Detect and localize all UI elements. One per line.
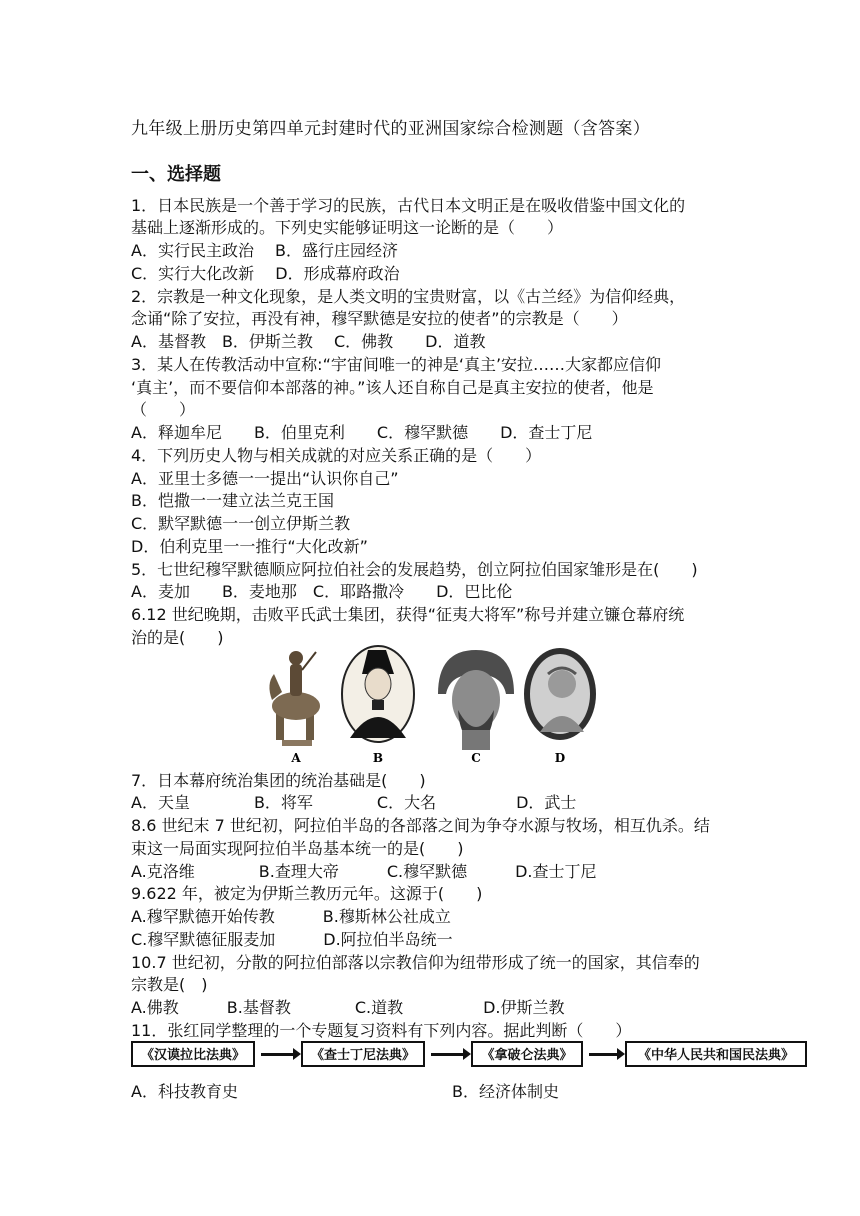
q4-stem: 4．下列历史人物与相关成就的对应关系正确的是（ ） [131, 446, 542, 465]
portrait-b-shogun [342, 646, 414, 742]
q9-options-ab: A.穆罕默德开始传教 B.穆斯林公社成立 [131, 907, 451, 926]
q3-options: A．释迦牟尼 B．伯里克利 C．穆罕默德 D．查士丁尼 [131, 423, 593, 442]
portrait-images [262, 644, 602, 766]
q2-stem-line-2: 念诵“除了安拉，再没有神，穆罕默德是安拉的使者”的宗教是（ ） [131, 309, 628, 328]
q3-stem-line-1: 3．某人在传教活动中宣称:“宇宙间唯一的神是‘真主’安拉……大家都应信仰 [131, 355, 662, 374]
q11-stem: 11．张红同学整理的一个专题复习资料有下列内容。据此判断（ ） [131, 1021, 632, 1040]
q5-options: A．麦加 B．麦地那 C．耶路撒冷 D．巴比伦 [131, 582, 513, 601]
flow-arrow-2 [431, 1053, 465, 1056]
q4-option-b: B．恺撒一一建立法兰克王国 [131, 491, 334, 510]
q8-stem-line-1: 8.6 世纪末 7 世纪初，阿拉伯半岛的各部落之间为争夺水源与牧场，相互仇杀。结 [131, 816, 710, 835]
q9-stem: 9.622 年，被定为伊斯兰教历元年。这源于( ) [131, 884, 483, 903]
flow-arrow-1 [261, 1053, 295, 1056]
figure-label-d: D [554, 751, 566, 765]
q7-options: A．天皇 B．将军 C．大名 D．武士 [131, 793, 577, 812]
q2-stem-line-1: 2．宗教是一种文化现象，是人类文明的宝贵财富，以《古兰经》为信仰经典， [131, 287, 686, 306]
q9-options-cd: C.穆罕默德征服麦加 D.阿拉伯半岛统一 [131, 930, 453, 949]
q6-portrait-figure [262, 644, 602, 766]
q2-options: A．基督教 B．伊斯兰教 C．佛教 D．道教 [131, 332, 486, 351]
portrait-a-equestrian-statue [269, 651, 320, 746]
figure-label-b: B [372, 751, 384, 765]
flow-arrow-3 [589, 1053, 619, 1056]
q10-stem-line-2: 宗教是( ) [131, 975, 208, 994]
flow-box-prc-civil-code: 《中华人民共和国民法典》 [625, 1041, 807, 1067]
q1-options-cd: C．实行大化改新 D．形成幕府政治 [131, 264, 400, 283]
q4-option-d: D．伯利克里一一推行“大化改新” [131, 537, 368, 556]
law-code-flow-diagram [131, 1041, 821, 1071]
q8-stem-line-2: 束这一局面实现阿拉伯半岛基本统一的是( ) [131, 839, 464, 858]
q11-option-b: B．经济体制史 [452, 1082, 559, 1101]
flow-box-justinian: 《查士丁尼法典》 [301, 1041, 425, 1067]
q1-options-ab: A．实行民主政治 B．盛行庄园经济 [131, 241, 399, 260]
q4-option-c: C．默罕默德一一创立伊斯兰教 [131, 514, 351, 533]
q8-options: A.克洛维 B.查理大帝 C.穆罕默德 D.查士丁尼 [131, 862, 597, 881]
q6-stem-line-2: 治的是( ) [131, 628, 224, 647]
figure-label-a: A [291, 751, 301, 765]
section-heading: 一、选择题 [131, 164, 221, 185]
portrait-c-helmeted-bust [438, 650, 514, 750]
portrait-d-cameo-coin [524, 648, 596, 740]
q10-stem-line-1: 10.7 世纪初，分散的阿拉伯部落以宗教信仰为纽带形成了统一的国家，其信奉的 [131, 953, 700, 972]
q5-stem: 5．七世纪穆罕默德顺应阿拉伯社会的发展趋势，创立阿拉伯国家雏形是在( ) [131, 560, 698, 579]
q7-stem: 7．日本幕府统治集团的统治基础是( ) [131, 771, 426, 790]
figure-label-c: C [471, 751, 481, 765]
q4-option-a: A．亚里士多德一一提出“认识你自己” [131, 469, 399, 488]
q11-option-a: A．科技教育史 [131, 1082, 238, 1101]
q3-stem-line-2: ‘真主’，而不要信仰本部落的神。”该人还自称自己是真主安拉的使者，他是 [131, 378, 654, 397]
q6-stem-line-1: 6.12 世纪晚期，击败平氏武士集团，获得“征夷大将军”称号并建立镰仓幕府统 [131, 605, 685, 624]
document-title: 九年级上册历史第四单元封建时代的亚洲国家综合检测题（含答案） [131, 119, 650, 139]
flow-box-napoleon: 《拿破仑法典》 [471, 1041, 583, 1067]
q1-stem-line-2: 基础上逐渐形成的。下列史实能够证明这一论断的是（ ） [131, 218, 564, 237]
q10-options: A.佛教 B.基督教 C.道教 D.伊斯兰教 [131, 998, 565, 1017]
q1-stem-line-1: 1．日本民族是一个善于学习的民族，古代日本文明正是在吸收借鉴中国文化的 [131, 196, 686, 215]
q3-stem-line-3: （ ） [131, 400, 196, 419]
flow-box-hammurabi: 《汉谟拉比法典》 [131, 1041, 255, 1067]
